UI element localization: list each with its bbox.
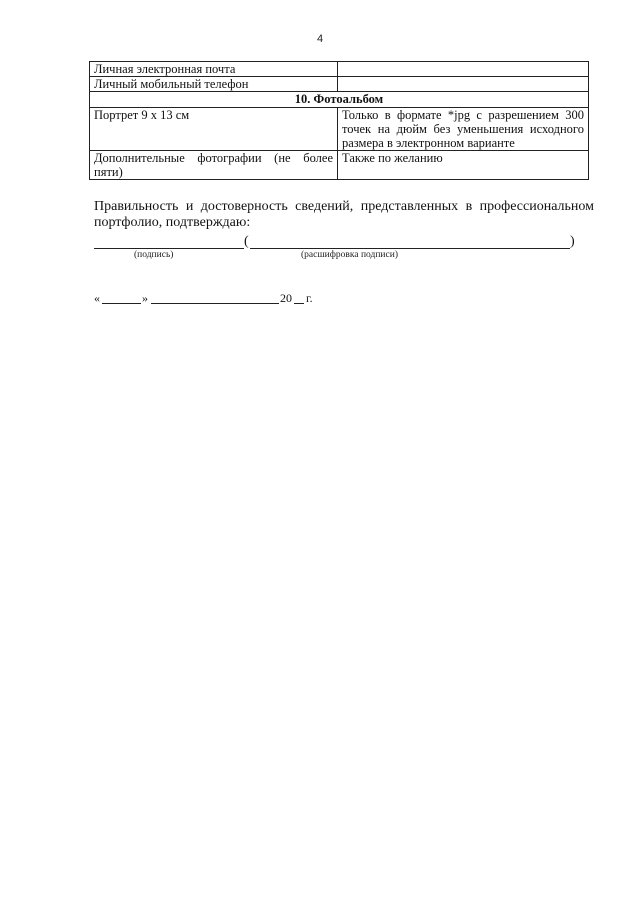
table-row-portrait xyxy=(90,108,589,151)
confirmation-statement: Правильность и достоверность сведений, представленных в профессиональном портфолио, подтверждаю: xyxy=(94,199,594,230)
signature-caption: (подпись) xyxy=(134,250,174,260)
page-number: 4 xyxy=(316,33,324,45)
additional-photos-label: Дополнительные фотографии (не более пяти) xyxy=(90,151,338,180)
portrait-value: Только в формате *jpg с разрешением 300 точек на дюйм без уменьшения исходного размера в электронном варианте xyxy=(338,108,589,151)
table-row-additional-photos xyxy=(90,151,589,180)
date-year-suffix: г. xyxy=(306,291,313,305)
portrait-label: Портрет 9 х 13 см xyxy=(90,108,338,151)
signature-decoding-caption: (расшифровка подписи) xyxy=(301,250,398,260)
table-row-phone xyxy=(90,77,589,92)
table-row-email xyxy=(90,62,589,77)
additional-photos-value: Также по желанию xyxy=(338,151,589,180)
date-year-prefix: 20 xyxy=(280,291,292,305)
portfolio-table xyxy=(89,61,589,180)
section-row-photoalbum xyxy=(90,92,589,108)
phone-label: Личный мобильный телефон xyxy=(90,77,338,92)
date-year-underline xyxy=(294,303,304,304)
date-close-quote: » xyxy=(142,291,148,305)
close-parenthesis: ) xyxy=(570,234,575,249)
email-label: Личная электронная почта xyxy=(90,62,338,77)
date-month-underline xyxy=(151,303,279,304)
phone-value xyxy=(338,77,589,92)
date-day-underline xyxy=(102,303,141,304)
section-title: 10. Фотоальбом xyxy=(90,92,589,108)
date-open-quote: « xyxy=(94,291,100,305)
email-value xyxy=(338,62,589,77)
signature-underline xyxy=(94,248,244,249)
signature-decoding-underline xyxy=(250,248,570,249)
open-parenthesis: ( xyxy=(244,234,249,249)
